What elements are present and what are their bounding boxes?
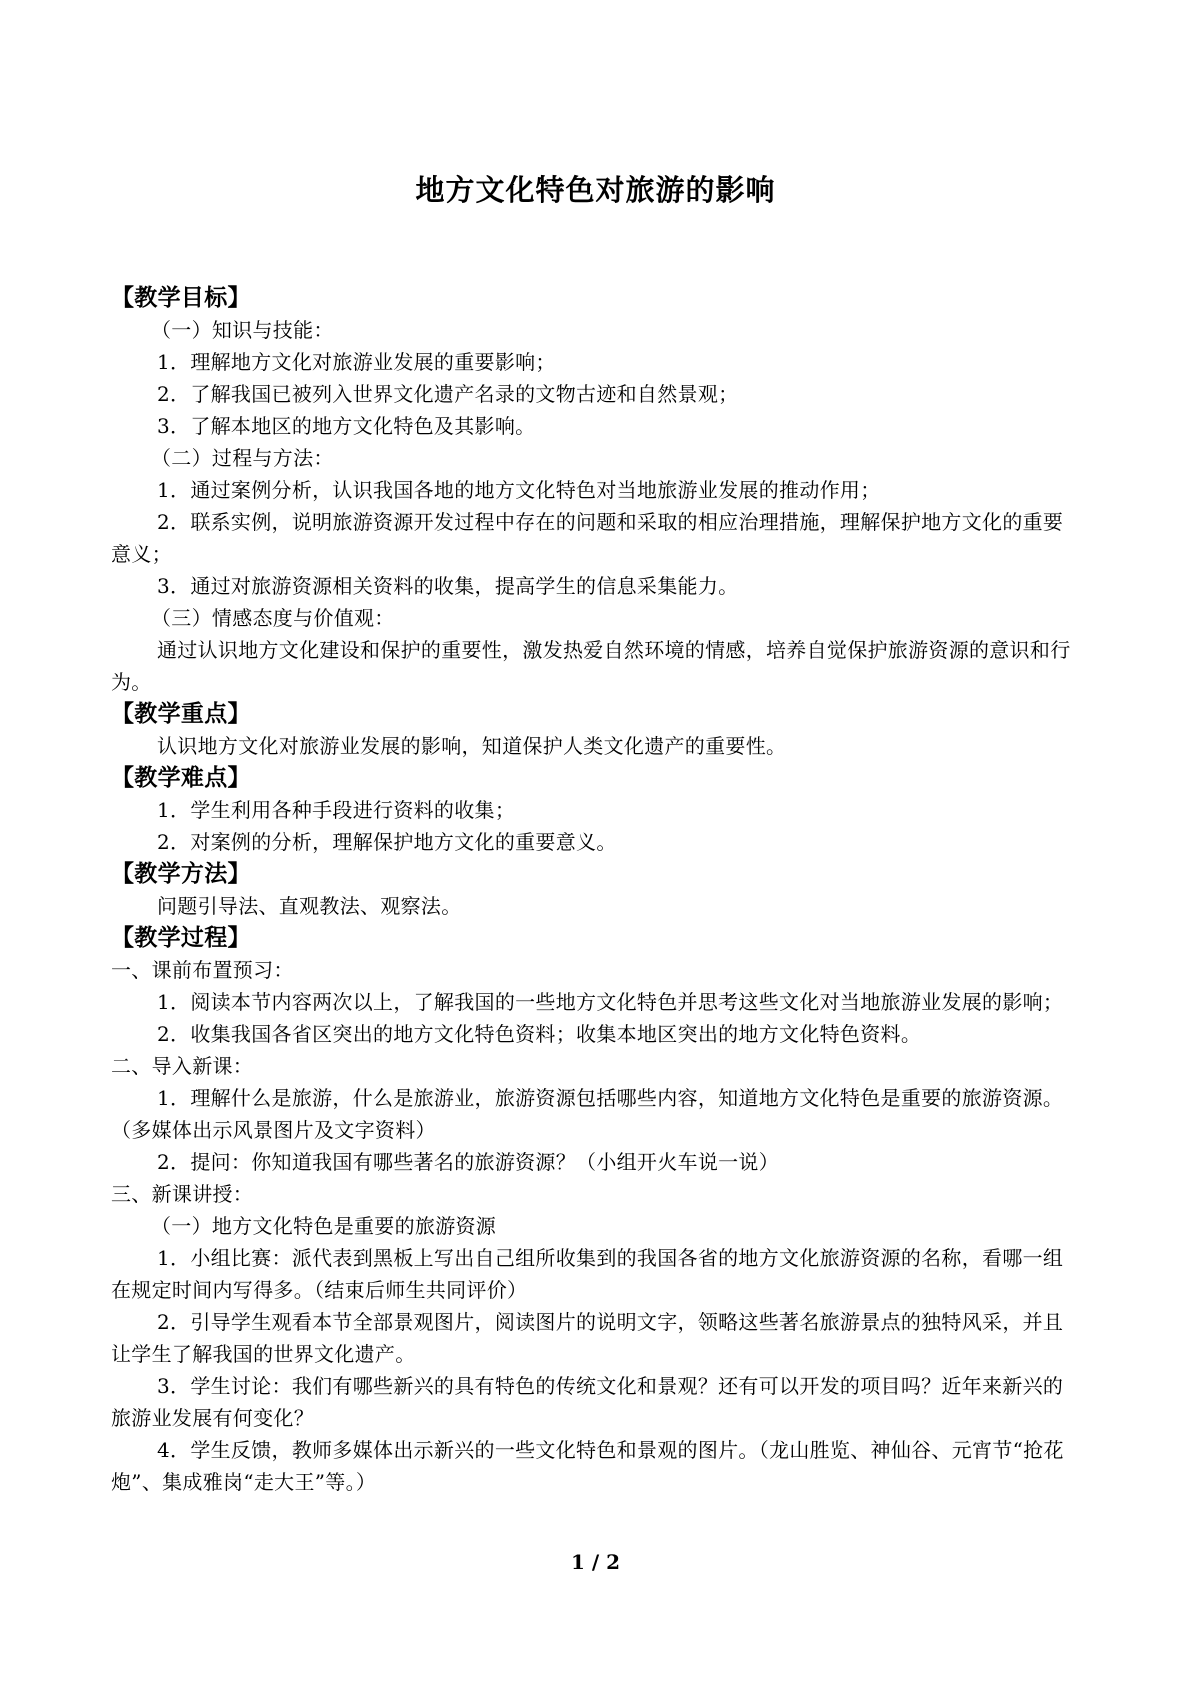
list-item: 2．提问：你知道我国有哪些著名的旅游资源？（小组开火车说一说）: [157, 1150, 780, 1174]
list-item: 2．收集我国各省区突出的地方文化特色资料；收集本地区突出的地方文化特色资料。: [157, 1022, 922, 1046]
section-heading: 【教学难点】: [111, 765, 251, 791]
list-item: 2．对案例的分析，理解保护地方文化的重要意义。: [157, 830, 617, 854]
paragraph: 1．阅读本节内容两次以上，了解我国的一些地方文化特色并思考这些文化对当地旅游业发展的影响；: [157, 990, 1064, 1014]
subsection-heading: （一）地方文化特色是重要的旅游资源: [151, 1214, 497, 1238]
page-number: 1 / 2: [570, 1550, 621, 1574]
paragraph: 2．联系实例，说明旅游资源开发过程中存在的问题和采取的相应治理措施，理解保护地方文化的重要意义；: [111, 510, 1064, 566]
paragraph: 1．小组比赛：派代表到黑板上写出自己组所收集到的我国各省的地方文化旅游资源的名称，看哪一组在规定时间内写得多。（结束后师生共同评价）: [111, 1246, 1064, 1302]
paragraph: 3．学生讨论：我们有哪些新兴的具有特色的传统文化和景观？还有可以开发的项目吗？近年来新兴的旅游业发展有何变化？: [111, 1374, 1064, 1430]
list-item: 1．学生利用各种手段进行资料的收集；: [157, 798, 516, 822]
section-heading: 【教学过程】: [111, 925, 251, 951]
list-item: 问题引导法、直观教法、观察法。: [157, 894, 462, 918]
document-title: 地方文化特色对旅游的影响: [415, 173, 776, 207]
subsection-heading: （一）知识与技能：: [151, 318, 334, 342]
list-item: 2．了解我国已被列入世界文化遗产名录的文物古迹和自然景观；: [157, 382, 739, 406]
subsection-heading: （二）过程与方法：: [151, 446, 334, 470]
paragraph: 1．理解什么是旅游，什么是旅游业，旅游资源包括哪些内容，知道地方文化特色是重要的旅游资源。（多媒体出示风景图片及文字资料）: [111, 1086, 1064, 1142]
process-step-heading: 三、新课讲授：: [111, 1182, 254, 1206]
list-item: 1．理解地方文化对旅游业发展的重要影响；: [157, 350, 556, 374]
list-item: 1．通过案例分析，认识我国各地的地方文化特色对当地旅游业发展的推动作用；: [157, 478, 881, 502]
list-item: 3．通过对旅游资源相关资料的收集，提高学生的信息采集能力。: [157, 574, 739, 598]
paragraph: 通过认识地方文化建设和保护的重要性，激发热爱自然环境的情感，培养自觉保护旅游资源的意识和行为。: [111, 638, 1071, 694]
section-heading: 【教学方法】: [111, 861, 251, 887]
list-item: 3．了解本地区的地方文化特色及其影响。: [157, 414, 536, 438]
paragraph: 4．学生反馈，教师多媒体出示新兴的一些文化特色和景观的图片。（龙山胜览、神仙谷、元宵节“抢花炮”、集成雅岗“走大王”等。）: [111, 1438, 1064, 1494]
list-item: 认识地方文化对旅游业发展的影响，知道保护人类文化遗产的重要性。: [157, 734, 787, 758]
paragraph: 2．引导学生观看本节全部景观图片，阅读图片的说明文字，领略这些著名旅游景点的独特风采，并且让学生了解我国的世界文化遗产。: [111, 1310, 1064, 1366]
process-step-heading: 二、导入新课：: [111, 1054, 254, 1078]
process-step-heading: 一、课前布置预习：: [111, 958, 294, 982]
subsection-heading: （三）情感态度与价值观：: [151, 606, 395, 630]
section-heading: 【教学重点】: [111, 701, 251, 727]
section-heading: 【教学目标】: [111, 285, 251, 311]
document-body: [111, 282, 1079, 1498]
